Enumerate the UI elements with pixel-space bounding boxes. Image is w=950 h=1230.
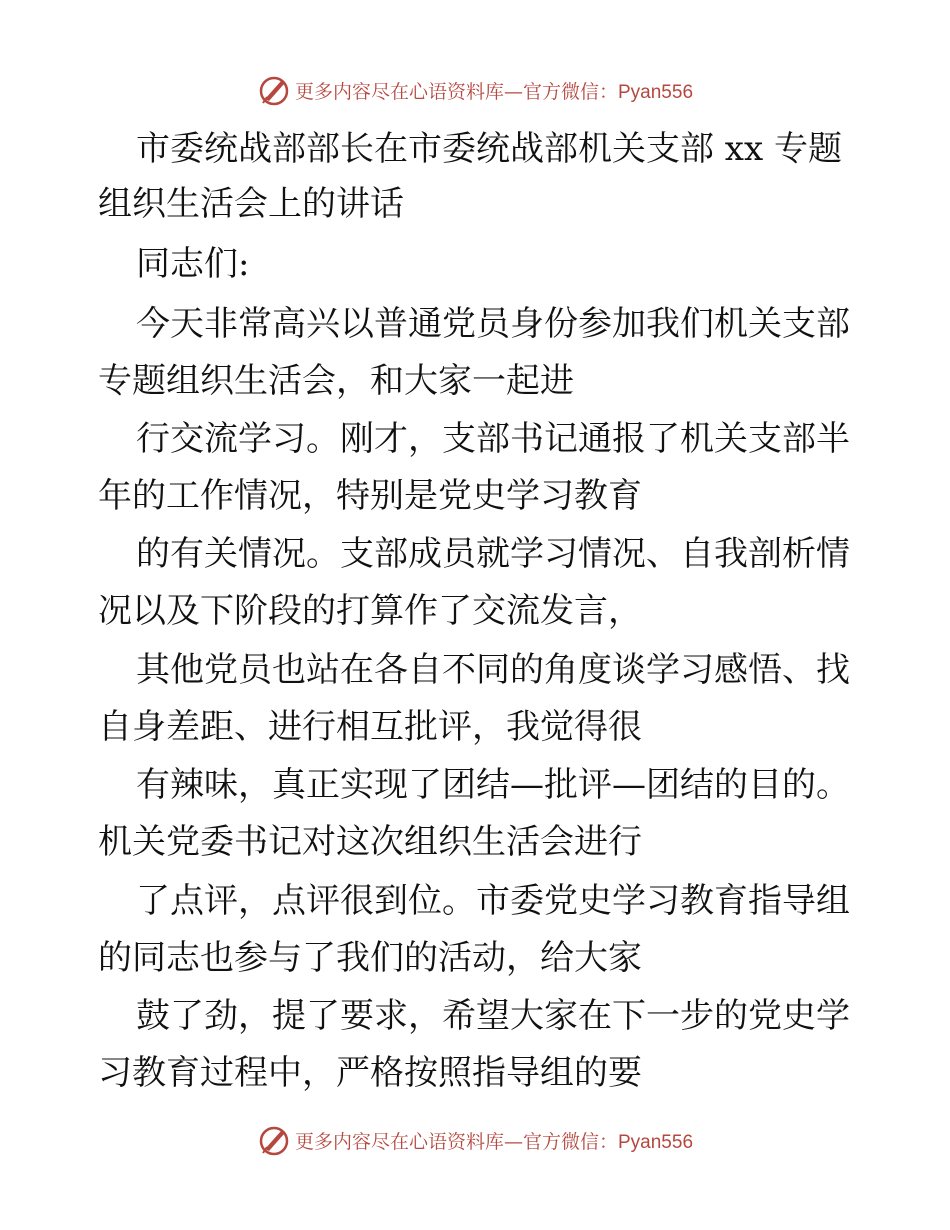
doc-line: 行交流学习。刚才，支部书记通报了机关支部半 bbox=[136, 419, 850, 459]
doc-line: 的有关情况。支部成员就学习情况、自我剖析情 bbox=[136, 534, 850, 574]
doc-line: 机关党委书记对这次组织生活会进行 bbox=[98, 822, 642, 862]
quill-logo-icon bbox=[257, 1123, 291, 1157]
doc-line: 年的工作情况，特别是党史学习教育 bbox=[98, 476, 642, 516]
doc-line: 今天非常高兴以普通党员身份参加我们机关支部 bbox=[136, 304, 850, 344]
doc-line: 了点评，点评很到位。市委党史学习教育指导组 bbox=[136, 881, 850, 921]
doc-line: 有辣味，真正实现了团结—批评—团结的目的。 bbox=[136, 765, 850, 805]
doc-line: 专题组织生活会，和大家一起进 bbox=[98, 361, 574, 401]
footer-watermark bbox=[0, 1120, 950, 1160]
doc-line: 况以及下阶段的打算作了交流发言， bbox=[98, 591, 642, 631]
doc-line: 同志们: bbox=[136, 244, 250, 284]
doc-line: 鼓了劲，提了要求，希望大家在下一步的党史学 bbox=[136, 996, 850, 1036]
doc-line: 习教育过程中，严格按照指导组的要 bbox=[98, 1053, 642, 1093]
doc-line: 的同志也参与了我们的活动，给大家 bbox=[98, 938, 642, 978]
watermark-text: 更多内容尽在心语资料库—官方微信：Pyan556 bbox=[294, 80, 694, 103]
doc-line: 组织生活会上的讲话 bbox=[98, 184, 404, 224]
quill-logo-icon bbox=[257, 73, 291, 107]
doc-line: 自身差距、进行相互批评，我觉得很 bbox=[98, 707, 642, 747]
doc-line: 市委统战部部长在市委统战部机关支部 xx 专题 bbox=[136, 129, 842, 169]
doc-line: 其他党员也站在各自不同的角度谈学习感悟、找 bbox=[136, 650, 850, 690]
watermark-text: 更多内容尽在心语资料库—官方微信：Pyan556 bbox=[294, 1130, 694, 1153]
header-watermark bbox=[0, 70, 950, 110]
